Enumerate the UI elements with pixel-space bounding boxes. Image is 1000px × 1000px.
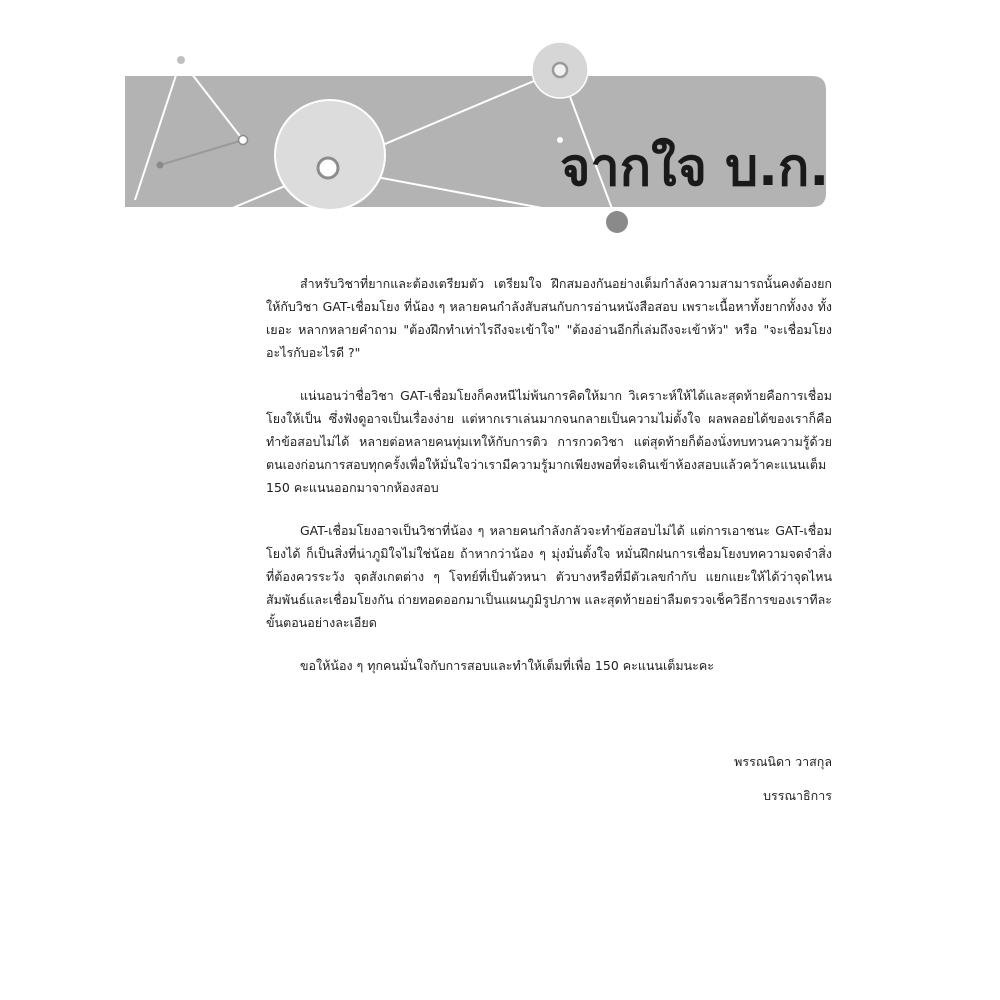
large-circle	[275, 100, 385, 210]
node	[239, 136, 248, 145]
node	[318, 158, 338, 178]
paragraph: สำหรับวิชาที่ยากและต้องเตรียมตัว เตรียมใจ ฝึกสมองกันอย่างเต็มกำลังความสามารถนั้นคงต้องยกให้กับวิชา GAT-เชื่อมโยง ที่น้อง ๆ หลายคนกำลังสับสนกับการอ่านหนังสือสอบ เพราะเนื้อหาทั้งยากทั้งงง ทั้งเยอะ หลากหลายคำถาม "ต้องฝึกทำเท่าไรถึงจะเข้าใจ" "ต้องอ่านอีกกี่เล่มถึงจะเข้าหัว" หรือ "จะเชื่อมโยงอะไรกับอะไรดี ?"	[266, 276, 832, 360]
signature-role: บรรณาธิการ	[763, 788, 832, 803]
page-title: จากใจ บ.ก.	[560, 138, 830, 198]
node	[553, 63, 567, 77]
signature-name: พรรณนิดา วาสกุล	[734, 754, 832, 769]
node	[177, 56, 185, 64]
body-text	[266, 272, 832, 697]
header-banner	[0, 0, 1000, 240]
paragraph: GAT-เชื่อมโยงอาจเป็นวิชาที่น้อง ๆ หลายคนกำลังกลัวจะทำข้อสอบไม่ได้ แต่การเอาชนะ GAT-เชื่อมโยงได้ ก็เป็นสิ่งที่น่าภูมิใจไม่ใช่น้อย ถ้าหากว่าน้อง ๆ มุ่งมั่นตั้งใจ หมั่นฝึกฝนการเชื่อมโยงบทความจดจำสิ่งที่ต้องควรระวัง จุดสังเกตต่าง ๆ โจทย์ที่เป็นตัวหนา ตัวบางหรือที่มีตัวเลขกำกับ แยกแยะให้ได้ว่าจุดไหนสัมพันธ์และเชื่อมโยงกัน ถ่ายทอดออกมาเป็นแผนภูมิรูปภาพ และสุดท้ายอย่าลืมตรวจเช็ควิธีการของเราทีละขั้นตอนอย่างละเอียด	[266, 523, 832, 630]
node	[157, 162, 164, 169]
network-graphic	[0, 0, 1000, 240]
node	[606, 211, 628, 233]
paragraph: แน่นอนว่าชื่อวิชา GAT-เชื่อมโยงก็คงหนีไม่พ้นการคิดให้มาก วิเคราะห์ให้ได้และสุดท้ายคือการเชื่อมโยงให้เป็น ซึ่งฟังดูอาจเป็นเรื่องง่าย แต่หากเราเล่นมากจนกลายเป็นความไม่ตั้งใจ ผลพลอยได้ของเราก็คือทำข้อสอบไม่ได้ หลายต่อหลายคนทุ่มเทให้กับการติว การกวดวิชา แต่สุดท้ายก็ต้องนั่งทบทวนความรู้ด้วยตนเองก่อนการสอบทุกครั้งเพื่อให้มั่นใจว่าเรามีความรู้มากเพียงพอที่จะเดินเข้าห้องสอบแล้วคว้าคะแนนเต็ม 150 คะแนนออกมาจากห้องสอบ	[266, 388, 832, 495]
paragraph: ขอให้น้อง ๆ ทุกคนมั่นใจกับการสอบและทำให้เต็มที่เพื่อ 150 คะแนนเต็มนะคะ	[300, 658, 714, 673]
